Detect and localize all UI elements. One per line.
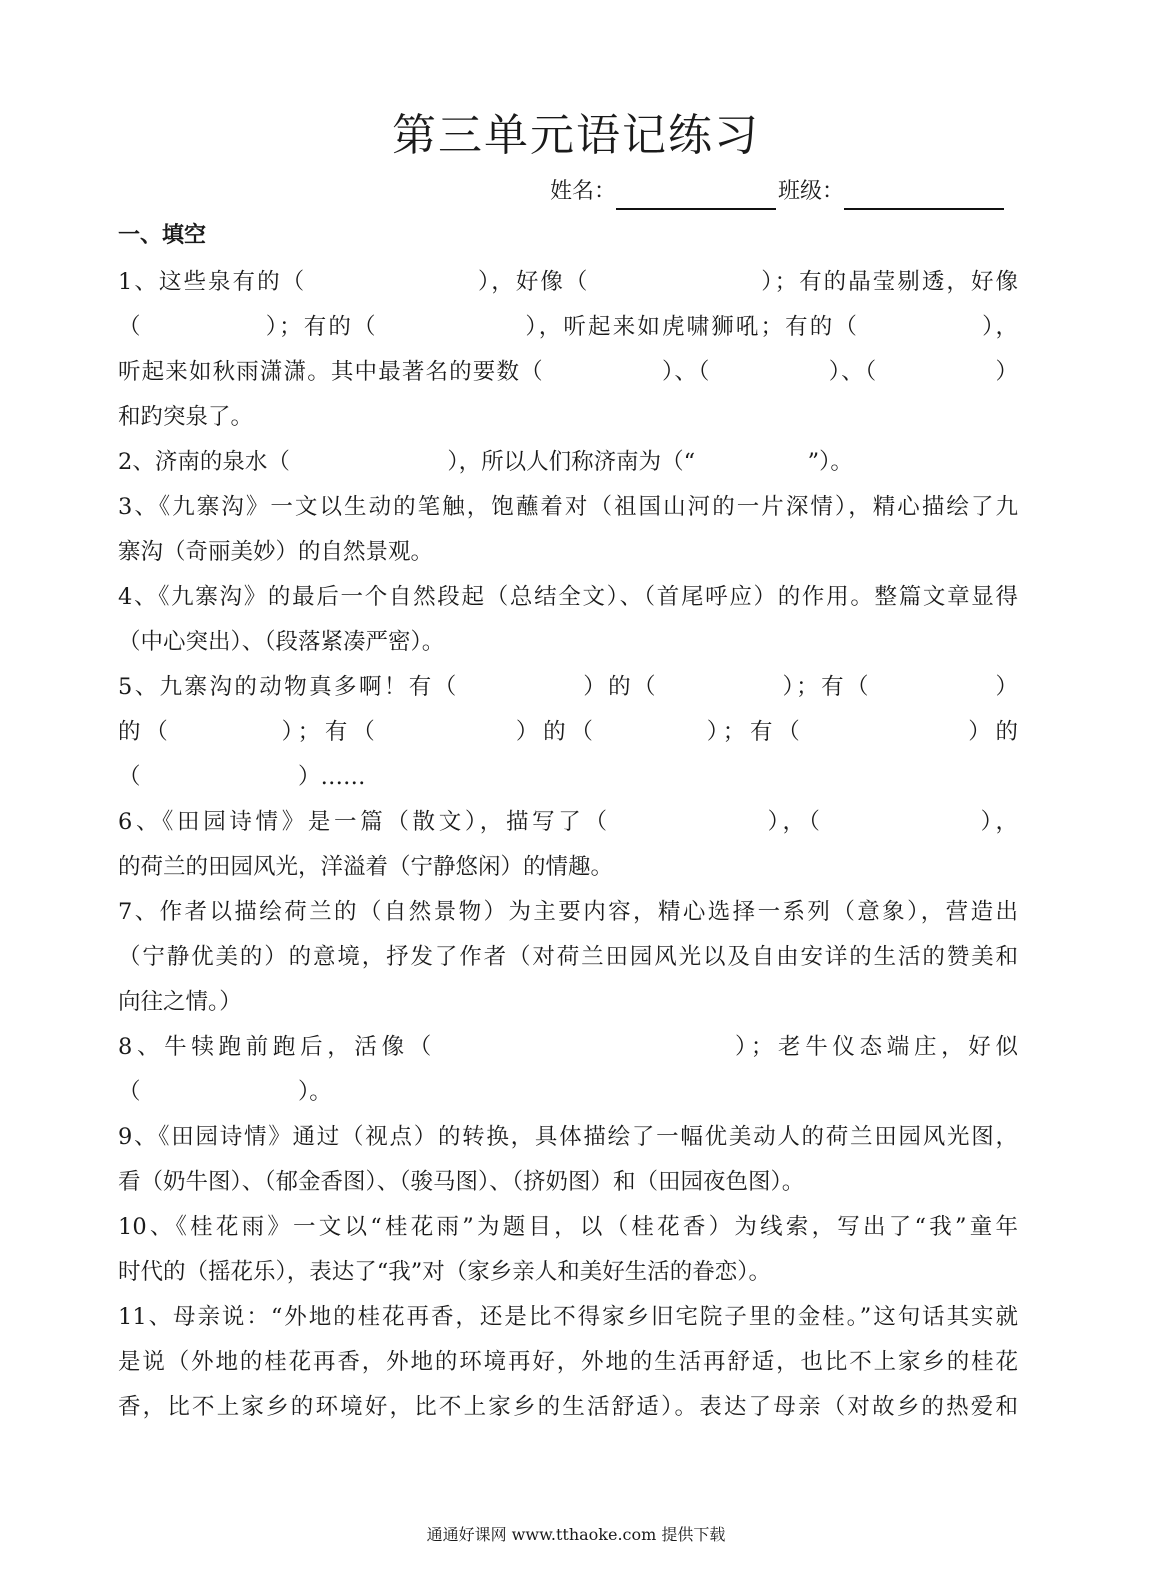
text-line: 1、这些泉有的（ ），好像（ ）；有的晶莹剔透，好像 xyxy=(118,269,1018,295)
text-line: 8、牛犊跑前跑后，活像（ ）；老牛仪态端庄，好似 xyxy=(118,1034,1018,1060)
text-line: 10、《桂花雨》一文以“桂花雨”为题目，以（桂花香）为线索，写出了“我”童年 xyxy=(118,1214,1018,1240)
text-line: 向往之情。） xyxy=(118,989,242,1015)
text-line: 6、《田园诗情》是一篇（散文），描写了（ ），（ ）， xyxy=(118,809,1018,835)
text-line: 听起来如秋雨潇潇。其中最著名的要数（ ）、（ ）、（ ） xyxy=(118,359,1018,385)
text-line: （ ）；有的（ ），听起来如虎啸狮吼；有的（ ）， xyxy=(118,314,1018,340)
section-heading: 一、填空 xyxy=(118,223,207,248)
student-info-row xyxy=(550,174,1006,210)
class-blank-field[interactable] xyxy=(844,180,1004,210)
text-line: 寨沟（奇丽美妙）的自然景观。 xyxy=(118,539,434,565)
text-line: 5、九寨沟的动物真多啊！有（ ）的（ ）；有（ ） xyxy=(118,674,1018,700)
text-line: 是说（外地的桂花再香，外地的环境再好，外地的生活再舒适，也比不上家乡的桂花 xyxy=(118,1349,1018,1375)
text-line: 的（ ）；有（ ）的（ ）；有（ ）的 xyxy=(118,719,1018,745)
text-line: （ ）。 xyxy=(118,1079,332,1105)
text-line: 11、母亲说：“外地的桂花再香，还是比不得家乡旧宅院子里的金桂。”这句话其实就 xyxy=(118,1304,1018,1330)
class-label: 班级： xyxy=(778,179,845,204)
text-line: 4、《九寨沟》的最后一个自然段起（总结全文）、（首尾呼应）的作用。整篇文章显得 xyxy=(118,584,1018,610)
text-line: 9、《田园诗情》通过（视点）的转换，具体描绘了一幅优美动人的荷兰田园风光图， xyxy=(118,1124,1018,1150)
text-line: （宁静优美的）的意境，抒发了作者（对荷兰田园风光以及自由安详的生活的赞美和 xyxy=(118,944,1018,970)
text-line: 2、济南的泉水（ ），所以人们称济南为（“ ”）。 xyxy=(118,449,853,475)
text-line: （中心突出）、（段落紧凑严密）。 xyxy=(118,629,445,655)
text-line: 7、作者以描绘荷兰的（自然景物）为主要内容，精心选择一系列（意象），营造出 xyxy=(118,899,1018,925)
text-line: 看（奶牛图）、（郁金香图）、（骏马图）、（挤奶图）和（田园夜色图）。 xyxy=(118,1169,805,1195)
page-title: 第三单元语记练习 xyxy=(392,110,760,161)
name-blank-field[interactable] xyxy=(616,180,776,210)
text-line: 和趵突泉了。 xyxy=(118,404,254,430)
text-line: （ ）…… xyxy=(118,764,366,790)
text-line: 3、《九寨沟》一文以生动的笔触，饱蘸着对（祖国山河的一片深情），精心描绘了九 xyxy=(118,494,1018,520)
text-line: 时代的（摇花乐），表达了“我”对（家乡亲人和美好生活的眷恋）。 xyxy=(118,1259,772,1285)
text-line: 香，比不上家乡的环境好，比不上家乡的生活舒适）。表达了母亲（对故乡的热爱和 xyxy=(118,1394,1018,1420)
name-label: 姓名： xyxy=(550,179,617,204)
text-line: 的荷兰的田园风光，洋溢着（宁静悠闲）的情趣。 xyxy=(118,854,614,880)
footer-text: 通通好课网 www.tthaoke.com 提供下载 xyxy=(426,1525,726,1544)
